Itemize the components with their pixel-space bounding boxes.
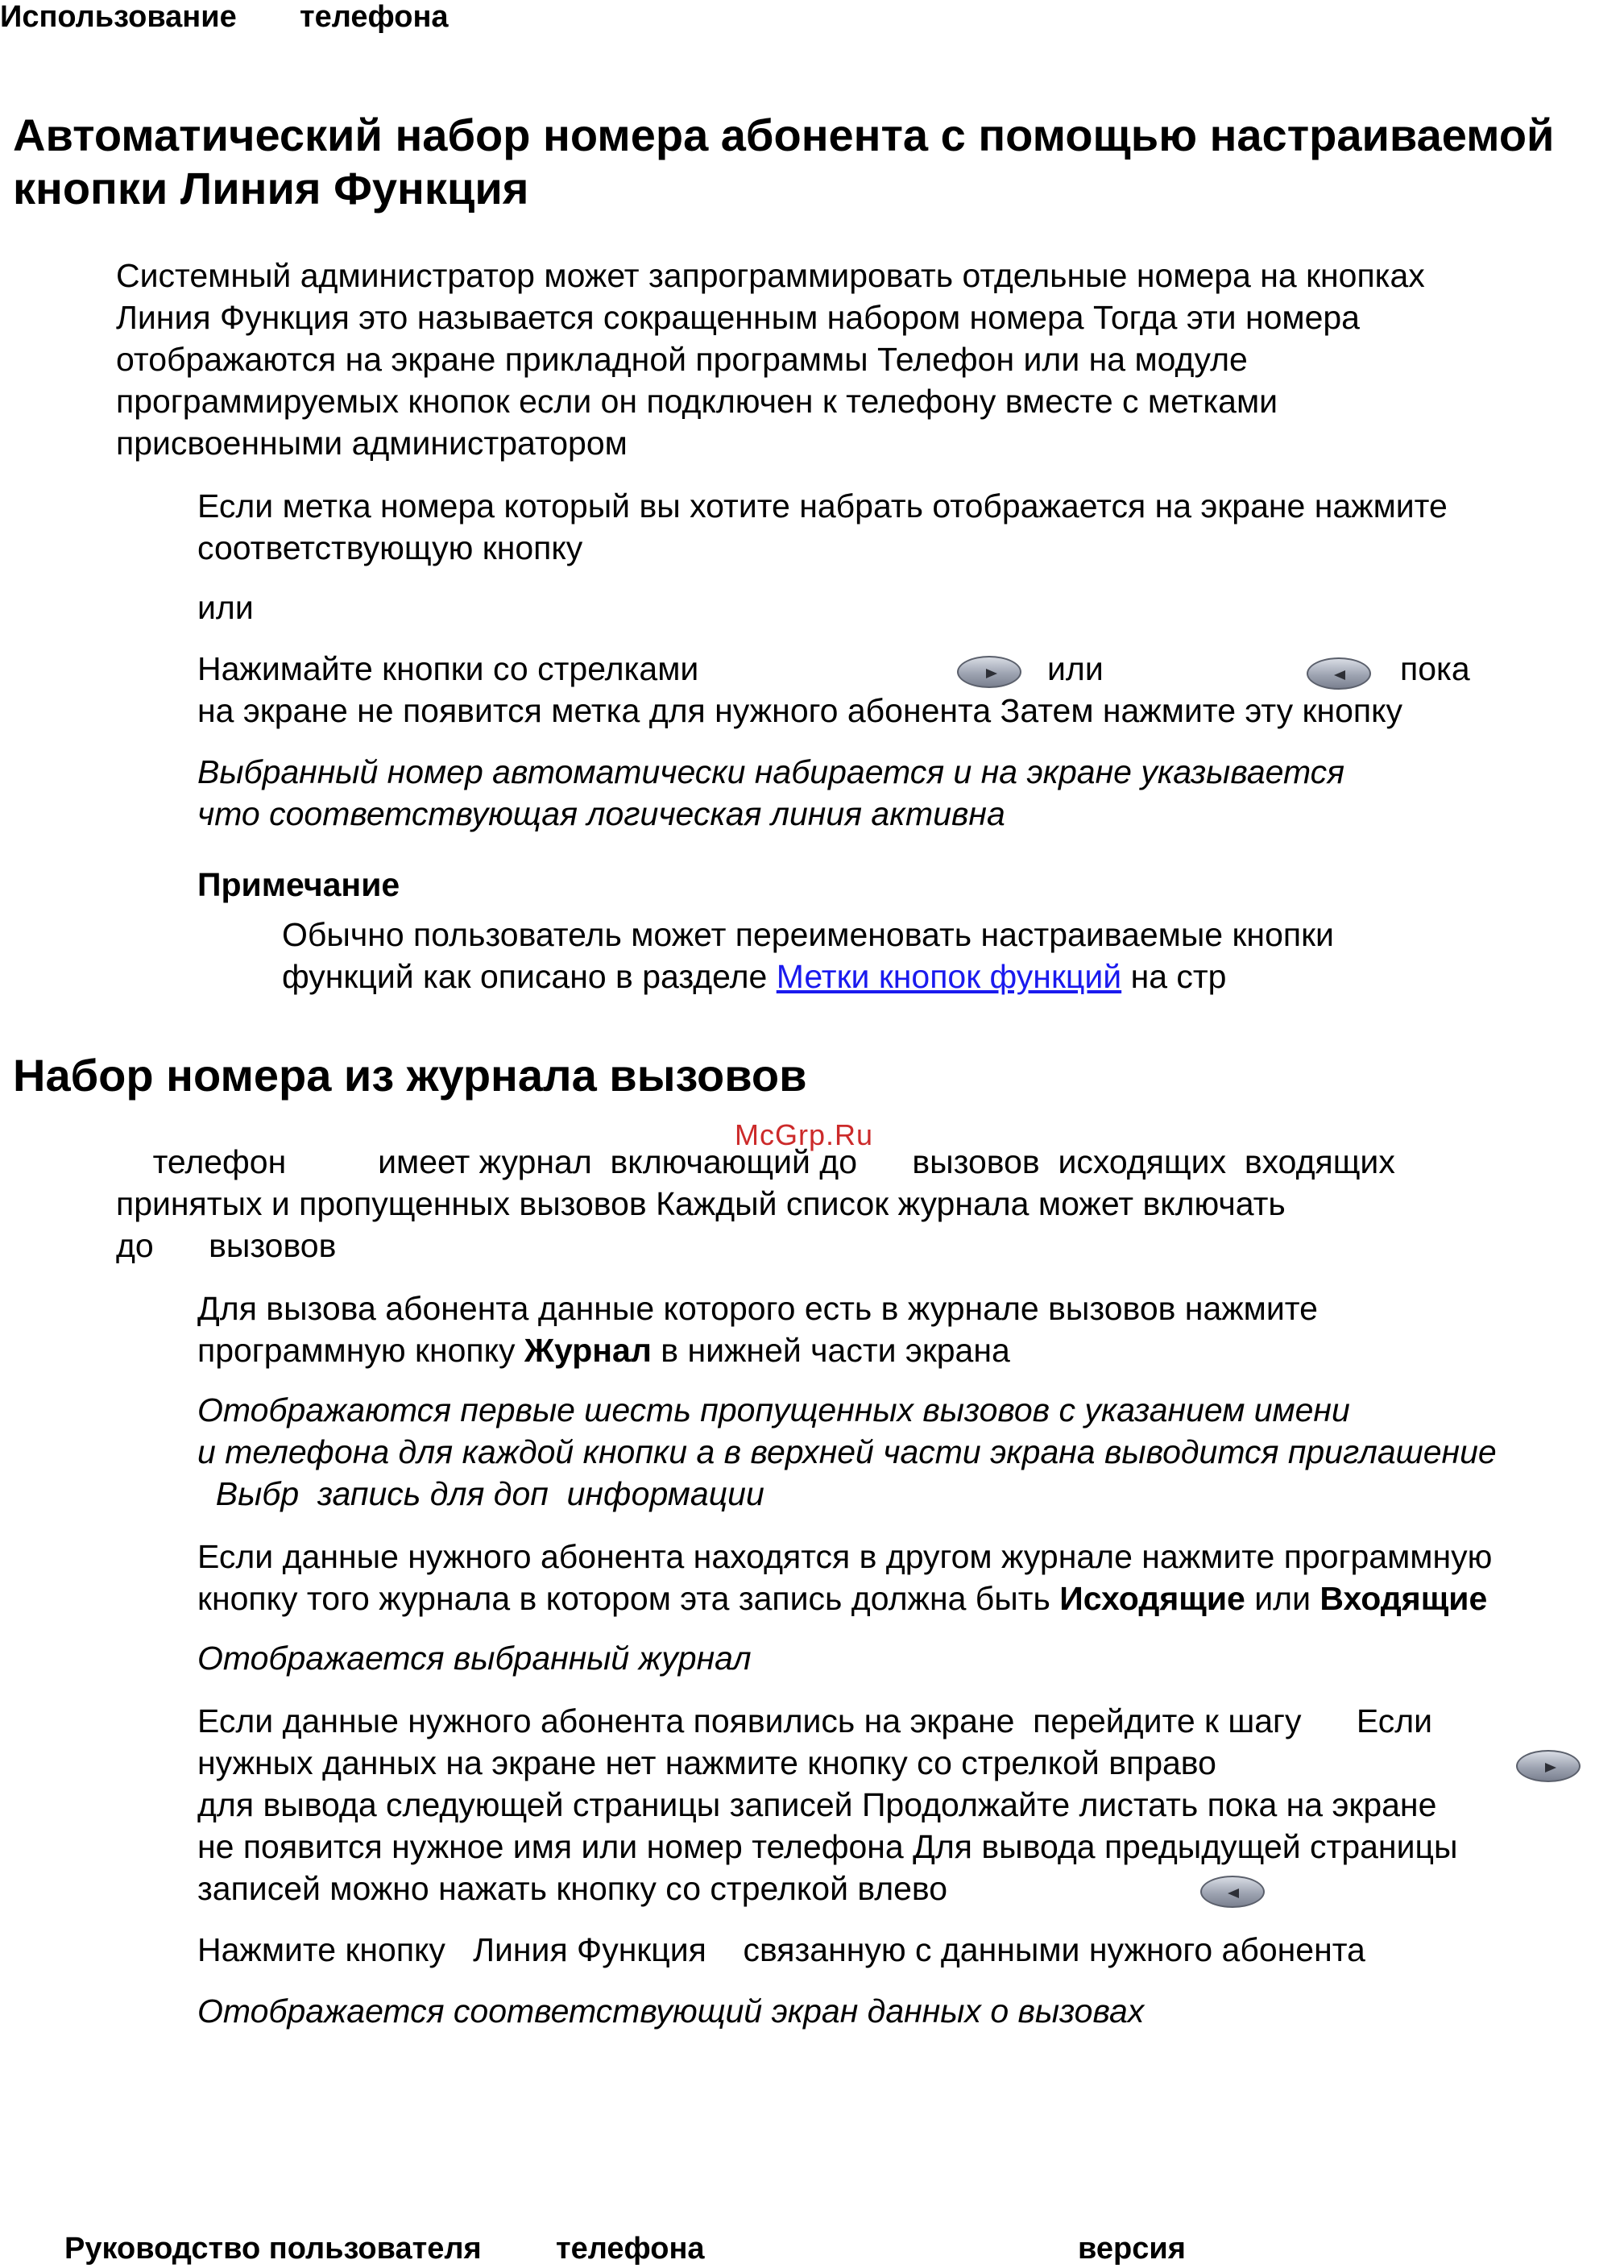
section1-step1-line: Если метка номера который вы хотите набрать отображается на экране нажмите: [197, 487, 1448, 525]
section2-step3-line1: Если данные нужного абонента появились на экране перейдите к шагу Если: [197, 1702, 1433, 1739]
note-line1: Обычно пользователь может переименовать настраиваемые кнопки: [282, 916, 1334, 953]
note-link[interactable]: Метки кнопок функций: [776, 958, 1122, 995]
section1-para-line: отображаются на экране прикладной программы Телефон или на модуле: [116, 341, 1248, 378]
note-line2-text-a: функций как описано в разделе: [282, 958, 777, 995]
section2-intro-line1: телефон имеет журнал включающий до вызовов исходящих входящих: [116, 1143, 1395, 1180]
section1-step2-line1-a: Нажимайте кнопки со стрелками: [197, 650, 699, 687]
section2-step3-line3: для вывода следующей страницы записей Продолжайте листать пока на экране: [197, 1786, 1437, 1823]
section2-intro-line2: принятых и пропущенных вызовов Каждый список журнала может включать: [116, 1185, 1286, 1222]
section2-result1-line: Выбр запись для доп информации: [197, 1475, 764, 1512]
footer-left: Руководство пользователя: [64, 2232, 482, 2266]
section1-step2-line2: на экране не появится метка для нужного абонента Затем нажмите эту кнопку: [197, 692, 1403, 729]
note-line2: [282, 956, 1226, 997]
section2-step2-line2: [197, 1578, 1487, 1619]
section2-step2-line1: Если данные нужного абонента находятся в другом журнале нажмите программную: [197, 1538, 1493, 1575]
section1-or: или: [197, 589, 254, 626]
section1-para-line: Линия Функция это называется сокращенным набором номера Тогда эти номера: [116, 299, 1360, 336]
watermark: McGrp.Ru: [735, 1118, 874, 1151]
left-arrow-button-icon: [1200, 1876, 1265, 1908]
left-arrow-button-icon: [1307, 657, 1371, 690]
section2-result1-line: и телефона для каждой кнопки а в верхней части экрана выводится приглашение: [197, 1433, 1497, 1470]
section2-step3-line4: не появится нужное имя или номер телефона Для вывода предыдущей страницы: [197, 1828, 1458, 1865]
footer-right: версия: [1078, 2232, 1186, 2266]
right-arrow-button-icon: [957, 656, 1021, 688]
section2-step1-line2: [197, 1329, 1010, 1371]
section2-step4: Нажмите кнопку Линия Функция связанную с данными нужного абонента: [197, 1931, 1365, 1968]
note-title: Примечание: [197, 866, 400, 903]
section1-para-line: Системный администратор может запрограммировать отдельные номера на кнопках: [116, 257, 1425, 294]
section2-step1-line2-b: в нижней части экрана: [651, 1332, 1010, 1369]
section2-step1-line2-a: программную кнопку: [197, 1332, 524, 1369]
section2-step2-line2-a: кнопку того журнала в котором эта запись должна быть: [197, 1580, 1060, 1617]
section2-step2-mid: или: [1245, 1580, 1320, 1617]
section2-step1-line1: Для вызова абонента данные которого есть в журнале вызовов нажмите: [197, 1290, 1318, 1327]
section2-title: Набор номера из журнала вызовов: [13, 1050, 807, 1101]
section1-step1-line: соответствующую кнопку: [197, 529, 583, 566]
section1-title-line2: кнопки Линия Функция: [13, 163, 529, 214]
section1-result-line: Выбранный номер автоматически набирается и на экране указывается: [197, 753, 1345, 790]
header-right: телефона: [300, 0, 449, 34]
note-line2-text-b: на стр: [1121, 958, 1227, 995]
section2-intro-line3: до вызовов: [116, 1227, 337, 1264]
section1-para-line: программируемых кнопок если он подключен к телефону вместе с метками: [116, 383, 1278, 420]
section2-step3-line5: записей можно нажать кнопку со стрелкой влево: [197, 1870, 948, 1907]
section1-para-line: присвоенными администратором: [116, 425, 628, 462]
incoming-softkey-label: Входящие: [1320, 1580, 1488, 1617]
section1-title-line1: Автоматический набор номера абонента с помощью настраиваемой: [13, 110, 1555, 160]
header-left: Использование: [0, 0, 237, 34]
section2-step3-line2: нужных данных на экране нет нажмите кнопку со стрелкой вправо: [197, 1744, 1216, 1781]
outgoing-softkey-label: Исходящие: [1059, 1580, 1245, 1617]
section1-result-line: что соответствующая логическая линия активна: [197, 795, 1005, 832]
journal-softkey-label: Журнал: [524, 1332, 652, 1369]
section2-result1-line: Отображаются первые шесть пропущенных вызовов с указанием имени: [197, 1391, 1350, 1428]
right-arrow-button-icon: [1516, 1750, 1580, 1782]
section1-step2-line1-c: пока: [1400, 650, 1470, 687]
footer-middle: телефона: [556, 2232, 705, 2266]
section2-result2: Отображается выбранный журнал: [197, 1640, 752, 1677]
section1-step2-line1-b: или: [1047, 650, 1104, 687]
section2-result4: Отображается соответствующий экран данных о вызовах: [197, 1992, 1145, 2030]
